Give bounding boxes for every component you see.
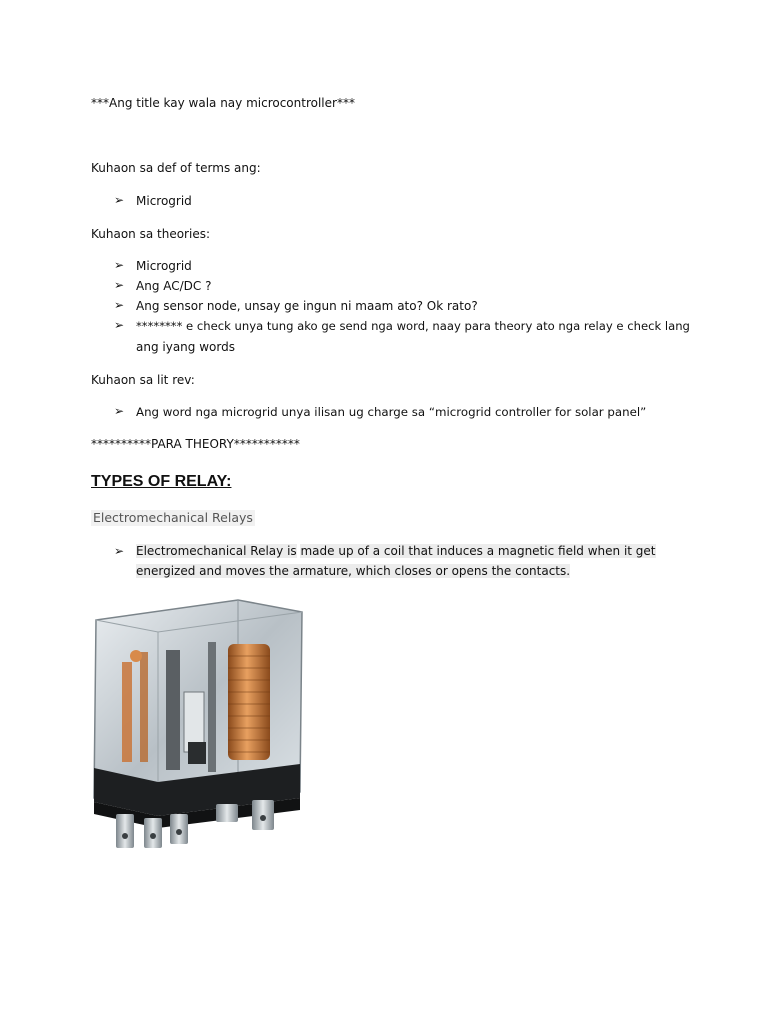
relay-image: [88, 592, 310, 854]
bullet-arrow-icon: ➢: [114, 298, 125, 312]
theories-item: Microgrid: [136, 259, 192, 273]
litrev-heading: Kuhaon sa lit rev:: [91, 373, 195, 387]
relay-definition: made up of a coil that induces a magnetic field when it get: [300, 544, 656, 558]
theories-heading: Kuhaon sa theories:: [91, 227, 210, 241]
relay-term: Electromechanical Relay is: [136, 544, 297, 558]
litrev-item: Ang word nga microgrid unya ilisan ug charge sa “microgrid controller for solar panel”: [136, 405, 647, 419]
para-theory-label: **********PARA THEORY***********: [91, 437, 300, 451]
theories-item-line1: ******** e check unya tung ako ge send nga word, naay para theory ato nga relay e check lang: [136, 319, 690, 333]
relay-description-line2: [136, 563, 570, 579]
theories-item: Ang AC/DC ?: [136, 279, 212, 293]
section-title: TYPES OF RELAY:: [91, 473, 232, 490]
note-title: ***Ang title kay wala nay microcontroller***: [91, 96, 355, 110]
subsection-heading: Electromechanical Relays: [93, 510, 253, 525]
bullet-arrow-icon: ➢: [114, 404, 125, 418]
def-item: Microgrid: [136, 194, 192, 208]
theories-item-line2: ang iyang words: [136, 340, 235, 354]
bullet-arrow-icon: ➢: [114, 258, 125, 272]
def-heading: Kuhaon sa def of terms ang:: [91, 161, 261, 175]
bullet-arrow-icon: ➢: [114, 278, 125, 292]
relay-definition-cont: energized and moves the armature, which closes or opens the contacts.: [136, 564, 571, 578]
bullet-arrow-icon: ➢: [114, 193, 125, 207]
bullet-arrow-icon: ➢: [114, 544, 125, 558]
bullet-arrow-icon: ➢: [114, 318, 125, 332]
theories-item: Ang sensor node, unsay ge ingun ni maam ato? Ok rato?: [136, 299, 478, 313]
relay-description-line1: [136, 543, 656, 559]
